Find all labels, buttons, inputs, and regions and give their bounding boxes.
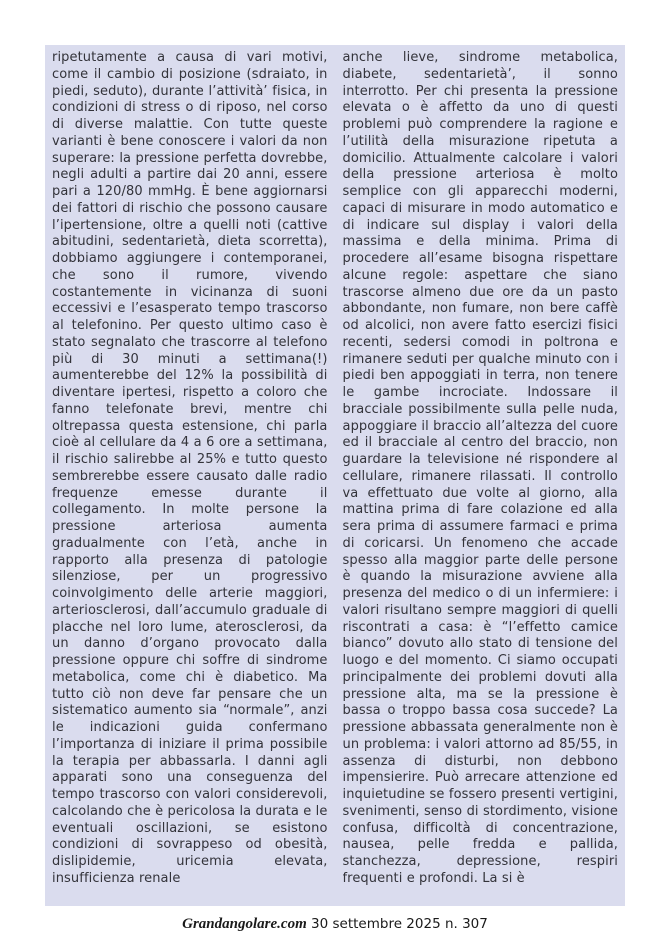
page-footer: [0, 916, 670, 933]
article-right-column: anche lieve, sindrome metabolica, diabete, sedentarietà’, il sonno interrotto. Per chi presenta la pressione elevata o è affetto da uno di questi problemi può comprendere la ragione e l’utilità della misurazione ripetuta a domicilio. Attualmente calcolare i valori della pressione arteriosa è molto semplice con gli apparecchi moderni, capaci di misurare in modo automatico e di indicare sul display i valori della massima e della minima. Prima di procedere all’esame bisogna rispettare alcune regole: aspettare che siano trascorse almeno due ore da un pasto abbondante, non fumare, non bere caffè od alcolici, non avere fatto esercizi fisici recenti, sedersi comodi in poltrona e rimanere seduti per qualche minuto con i piedi ben appoggiati in terra, non tenere le gambe incrociate. Indossare il bracciale possibilmente sulla pelle nuda, appoggiare il braccio all’altezza del cuore ed il bracciale al centro del braccio, non guardare la televisione né rispondere al cellulare, rimanere rilassati. Il controllo va effettuato due volte al giorno, alla mattina prima di fare colazione ed alla sera prima di assumere farmaci e prima di coricarsi. Un fenomeno che accade spesso alla maggior parte delle persone è quando la misurazione avviene alla presenza del medico o di un infermiere: i valori risultano sempre maggiori di quelli riscontrati a casa: è “l’effetto camice bianco” dovuto allo stato di tensione del luogo e del momento. Ci siamo occupati principalmente dei problemi dovuti alla pressione alta, ma se la pressione è bassa o troppo bassa cosa succede? La pressione abbassata generalmente non è un problema: i valori attorno ad 85/55, in assenza di disturbi, non debbono impensierire. Può arrecare attenzione ed inquietudine se fossero presenti vertigini, svenimenti, senso di stordimento, visione confusa, difficoltà di concentrazione, nausea, pelle fredda e pallida, stanchezza, depressione, respiri frequenti e profondi. La si è: [342, 50, 618, 886]
footer-issue-info: 30 settembre 2025 n. 307: [306, 916, 488, 932]
article-panel: [45, 45, 625, 906]
footer-site-name: Grandangolare.com: [182, 916, 307, 932]
article-left-column: ripetutamente a causa di vari motivi, come il cambio di posizione (sdraiato, in piedi, seduto), durante l’attività’ fisica, in condizioni di stress o di riposo, nel corso di diverse malattie. Con tutte queste varianti è bene conoscere i valori da non superare: la pressione perfetta dovrebbe, negli adulti a partire dai 20 anni, essere pari a 120/80 mmHg. È bene aggiornarsi dei fattori di rischio che possono causare l’ipertensione, oltre a quelli noti (cattive abitudini, sedentarietà, dieta scorretta), dobbiamo aggiungere i contemporanei, che sono il rumore, vivendo costantemente in vicinanza di suoni eccessivi e l’esasperato tempo trascorso al telefonino. Per questo ultimo caso è stato segnalato che trascorre al telefono più di 30 minuti a settimana(!) aumenterebbe del 12% la possibilità di diventare ipertesi, rispetto a coloro che fanno telefonate brevi, mentre chi oltrepassa questa estensione, chi parla cioè al cellulare da 4 a 6 ore a settimana, il rischio salirebbe al 25% e tutto questo sembrerebbe essere causato dalle radio frequenze emesse durante il collegamento. In molte persone la pressione arteriosa aumenta gradualmente con l’età, anche in rapporto alla presenza di patologie silenziose, per un progressivo coinvolgimento delle arterie maggiori, arteriosclerosi, dall’accumulo graduale di placche nel loro lume, aterosclerosi, da un danno d’organo provocato dalla pressione oppure chi soffre di sindrome metabolica, come chi è diabetico. Ma tutto ciò non deve far pensare che un sistematico aumento sia “normale”, anzi le indicazioni guida confermano l’importanza di iniziare il prima possibile la terapia per abbassarla. I danni agli apparati sono una conseguenza del tempo trascorso con valori considerevoli, calcolando che è pericolosa la durata e le eventuali oscillazioni, se esistono condizioni di sovrappeso od obesità, dislipidemie, uricemia elevata, insufficienza renale: [52, 50, 328, 886]
